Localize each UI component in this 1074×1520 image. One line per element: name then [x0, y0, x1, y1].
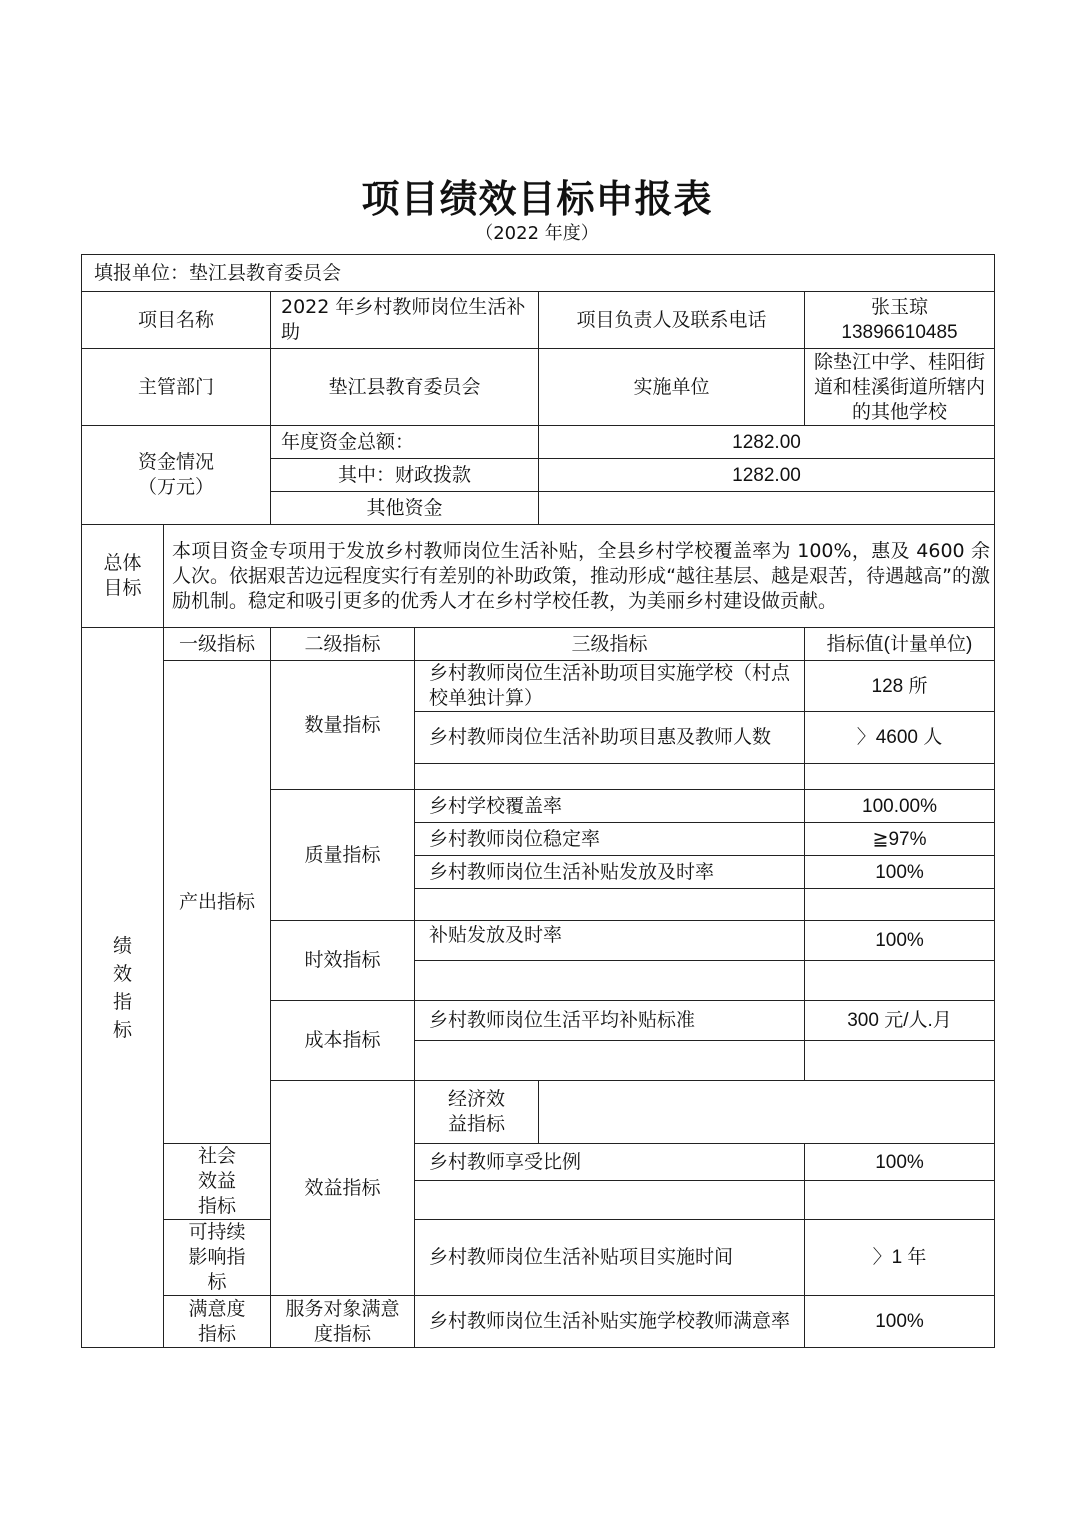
quantity-empty-name — [415, 764, 805, 790]
satisfaction-row-1-value: 100% — [805, 1296, 995, 1348]
funds-label: 资金情况（万元） — [82, 426, 271, 525]
quantity-row-2-name: 乡村教师岗位生活补助项目惠及教师人数 — [415, 712, 805, 764]
page-title: 项目绩效目标申报表 — [361, 176, 713, 221]
funds-fiscal-label: 其中：财政拨款 — [271, 459, 539, 492]
sustainable-row-1-value: 〉1 年 — [805, 1220, 995, 1296]
benefit-label: 效益指标 — [271, 1081, 415, 1296]
timeliness-row-1-value: 100% — [805, 921, 995, 961]
department-label: 主管部门 — [82, 349, 271, 426]
project-name-label: 项目名称 — [82, 292, 271, 349]
cost-label: 成本指标 — [271, 1001, 415, 1081]
social-label: 社会效益指标 — [164, 1144, 271, 1220]
social-empty-value — [805, 1181, 995, 1220]
sustainable-label: 可持续影响指标 — [164, 1220, 271, 1296]
economic-empty-name — [539, 1081, 995, 1144]
quality-row-2-value: ≧97% — [805, 823, 995, 856]
responsible-contact: 张玉琼 13896610485 — [805, 292, 995, 349]
header-level1: 一级指标 — [164, 628, 271, 661]
social-empty-name — [415, 1181, 805, 1220]
timeliness-label: 时效指标 — [271, 921, 415, 1001]
quality-empty-value — [805, 889, 995, 921]
funds-total-label: 年度资金总额： — [271, 426, 539, 459]
header-value: 指标值(计量单位) — [805, 628, 995, 661]
filing-unit: 填报单位：垫江县教育委员会 — [82, 255, 995, 292]
perf-label-text: 绩效指标 — [112, 934, 132, 1041]
timeliness-empty-name — [415, 961, 805, 1001]
header-level3: 三级指标 — [415, 628, 805, 661]
project-name: 2022 年乡村教师岗位生活补助 — [271, 292, 539, 349]
responsible-label: 项目负责人及联系电话 — [539, 292, 805, 349]
satisfaction-row-1-name: 乡村教师岗位生活补贴实施学校教师满意率 — [415, 1296, 805, 1348]
funds-total: 1282.00 — [539, 426, 995, 459]
quantity-empty-value — [805, 764, 995, 790]
quality-label: 质量指标 — [271, 790, 415, 921]
quantity-row-2-value: 〉4600 人 — [805, 712, 995, 764]
quality-row-1-value: 100.00% — [805, 790, 995, 823]
timeliness-empty-value — [805, 961, 995, 1001]
impl-unit-label: 实施单位 — [539, 349, 805, 426]
goal-text: 本项目资金专项用于发放乡村教师岗位生活补贴，全县乡村学校覆盖率为 100%，惠及 4600 余人次。依据艰苦边远程度实行有差别的补助政策，推动形成“越往基层、越是艰苦，待遇越高”的激励机制。稳定和吸引更多的优秀人才在乡村学校任教，为美丽乡村建设做贡献。 — [164, 525, 995, 628]
quality-row-3-name: 乡村教师岗位生活补贴发放及时率 — [415, 856, 805, 889]
quantity-row-1-name: 乡村教师岗位生活补助项目实施学校（村点校单独计算） — [415, 661, 805, 712]
quantity-label: 数量指标 — [271, 661, 415, 790]
satisfaction-sub-label: 服务对象满意度指标 — [271, 1296, 415, 1348]
quality-row-1-name: 乡村学校覆盖率 — [415, 790, 805, 823]
impl-unit: 除垫江中学、桂阳街道和桂溪街道所辖内的其他学校 — [805, 349, 995, 426]
department: 垫江县教育委员会 — [271, 349, 539, 426]
cost-empty-name — [415, 1041, 805, 1081]
header-level2: 二级指标 — [271, 628, 415, 661]
funds-other-label: 其他资金 — [271, 492, 539, 525]
cost-row-1-name: 乡村教师岗位生活平均补贴标准 — [415, 1001, 805, 1041]
output-label: 产出指标 — [164, 661, 271, 1144]
funds-fiscal: 1282.00 — [539, 459, 995, 492]
social-row-1-name: 乡村教师享受比例 — [415, 1144, 805, 1181]
goal-label: 总体目标 — [82, 525, 164, 628]
quality-empty-name — [415, 889, 805, 921]
cost-empty-value — [805, 1041, 995, 1081]
quality-row-2-name: 乡村教师岗位稳定率 — [415, 823, 805, 856]
economic-label: 经济效益指标 — [415, 1081, 539, 1144]
sustainable-row-1-name: 乡村教师岗位生活补贴项目实施时间 — [415, 1220, 805, 1296]
quality-row-3-value: 100% — [805, 856, 995, 889]
social-row-1-value: 100% — [805, 1144, 995, 1181]
timeliness-row-1-name: 补贴发放及时率 — [415, 921, 805, 961]
cost-row-1-value: 300 元/人.月 — [805, 1001, 995, 1041]
quantity-row-1-value: 128 所 — [805, 661, 995, 712]
report-year: （2022 年度） — [475, 223, 599, 244]
perf-label — [82, 628, 164, 1348]
funds-other — [539, 492, 995, 525]
performance-table — [81, 254, 995, 1348]
satisfaction-label: 满意度指标 — [164, 1296, 271, 1348]
